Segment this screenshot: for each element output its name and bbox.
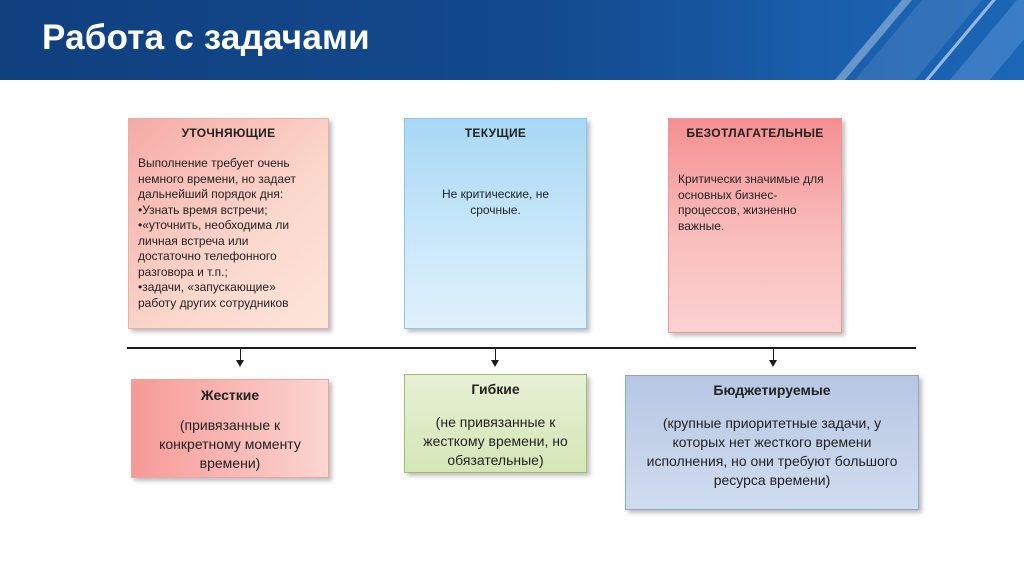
text-line: дальнейший порядок дня: [138, 187, 284, 201]
text-line: (не привязанные к [435, 414, 556, 430]
urgent-description [669, 172, 841, 234]
down-arrow-icon [235, 349, 246, 368]
text-line: •Узнать время встречи; [138, 202, 268, 217]
text-line: важные. [678, 218, 725, 233]
text-line: •«уточнить, необходима ли [138, 218, 290, 232]
text-line: времени) [199, 455, 261, 471]
text-line: обязательные) [447, 452, 544, 468]
urgent-heading: БЕЗОТЛАГАТЕЛЬНЫЕ [686, 126, 824, 140]
text-line: (крупные приоритетные задачи, у [662, 415, 882, 431]
budget-tasks-box [625, 375, 919, 510]
down-arrow-icon [490, 349, 501, 368]
text-line: работу других сотрудников [138, 295, 289, 310]
current-heading: ТЕКУЩИЕ [464, 126, 527, 140]
hard-description [132, 416, 328, 473]
flexible-description [405, 413, 586, 470]
budget-heading: Бюджетируемые [713, 382, 831, 398]
text-line: Не критические, не [441, 187, 550, 201]
flexible-tasks-box [404, 374, 587, 473]
text-line: конкретному моменту [159, 436, 301, 452]
text-line: срочные. [470, 202, 521, 217]
refining-heading: УТОЧНЯЮЩИЕ [181, 126, 276, 140]
text-line: Выполнение требует очень [138, 156, 290, 170]
current-tasks-box [404, 118, 587, 329]
hard-heading: Жесткие [200, 387, 260, 403]
text-line: немного времени, но задает [138, 171, 296, 186]
text-line: основных бизнес- [678, 187, 778, 202]
text-line: •задачи, «запускающие» [138, 280, 276, 294]
flexible-heading: Гибкие [471, 381, 520, 397]
text-line: личная встреча или [138, 233, 249, 248]
refining-tasks-box [128, 118, 329, 329]
text-line: разговора и т.п.; [138, 264, 228, 279]
text-line: (привязанные к [179, 417, 281, 433]
header-banner [0, 0, 1024, 80]
text-line: ресурса времени) [713, 472, 831, 488]
text-line: которых нет жесткого времени [672, 434, 872, 450]
text-line: процессов, жизненно [678, 203, 797, 217]
urgent-tasks-box [668, 118, 842, 333]
down-arrow-icon [768, 349, 779, 368]
budget-description [626, 414, 918, 490]
current-description [405, 187, 586, 218]
hard-tasks-box [131, 379, 329, 478]
text-line: достаточно телефонного [138, 249, 277, 263]
text-line: Критически значимые для [678, 172, 824, 186]
text-line: жесткому времени, но [423, 433, 568, 449]
text-line: исполнения, но они требуют большого [646, 453, 898, 469]
refining-description [129, 156, 328, 311]
page-title: Работа с задачами [42, 18, 370, 57]
